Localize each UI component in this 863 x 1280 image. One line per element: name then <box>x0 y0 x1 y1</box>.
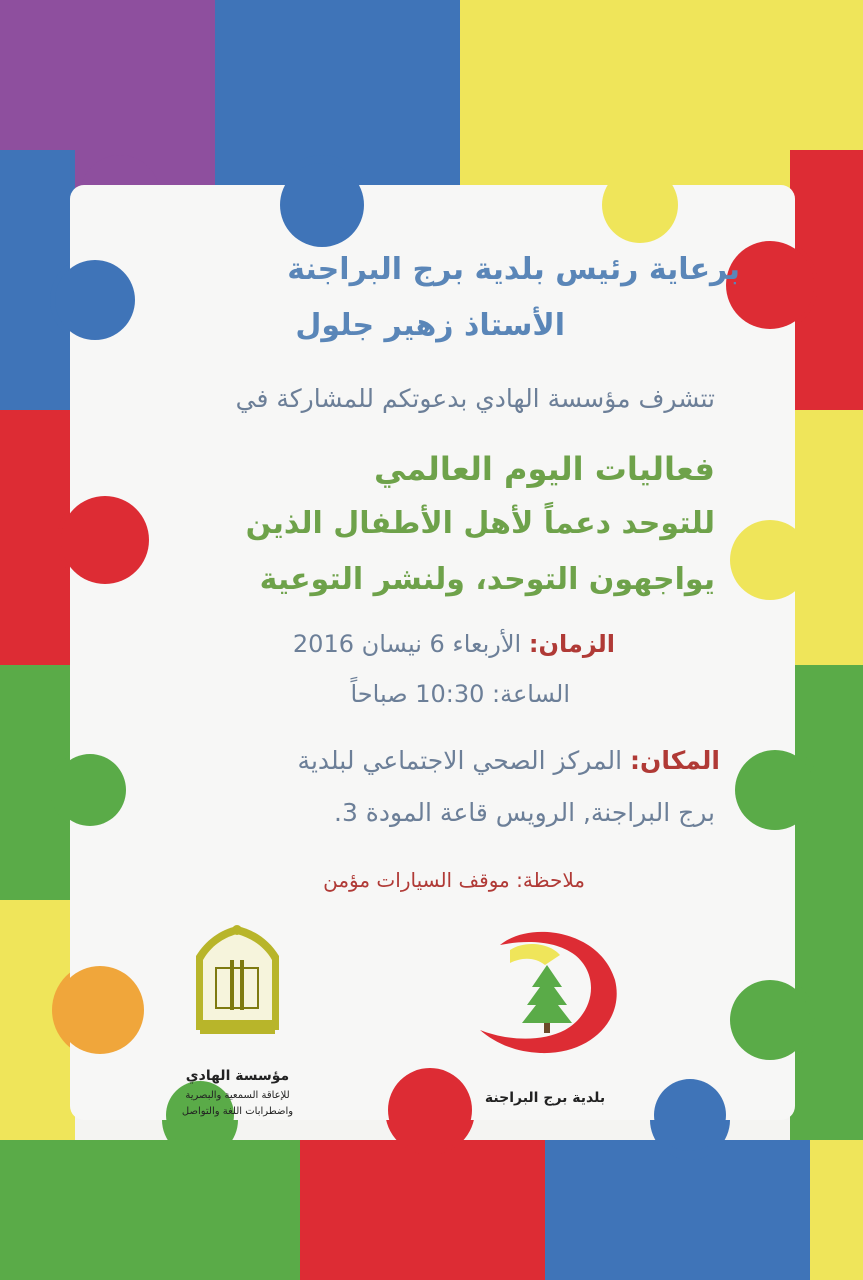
patronage-line-1: برعاية رئيس بلدية برج البراجنة <box>287 252 740 287</box>
time-label: الزمان: <box>528 630 615 658</box>
place-label: المكان: <box>630 746 720 775</box>
place-row <box>70 746 720 775</box>
municipality-name: بلدية برج البراجنة <box>484 1090 606 1106</box>
invitation-card <box>70 180 795 1110</box>
time-date: الأربعاء 6 نيسان 2016 <box>292 630 522 658</box>
hour-value: 10:30 صباحاً <box>350 680 485 708</box>
hadi-name: مؤسسة الهادي <box>185 1068 290 1084</box>
municipality-logo <box>470 925 625 1065</box>
hour-row <box>70 680 570 708</box>
event-line-1: فعاليات اليوم العالمي <box>373 450 715 488</box>
place-line-1: المركز الصحي الاجتماعي لبلدية <box>297 746 623 775</box>
note-text: ملاحظة: موقف السيارات مؤمن <box>323 868 585 892</box>
hadi-subtitle-1: للإعاقة السمعية والبصرية <box>185 1090 290 1101</box>
invitation-text: تتشرف مؤسسة الهادي بدعوتكم للمشاركة في <box>235 384 715 413</box>
hadi-subtitle-2: واضطرابات اللغة والتواصل <box>181 1106 294 1117</box>
time-row <box>70 630 615 658</box>
place-line-2: برج البراجنة, الرويس قاعة المودة 3. <box>334 798 715 827</box>
hour-label: الساعة: <box>492 680 570 708</box>
event-line-3: يواجهون التوحد، ولنشر التوعية <box>259 562 715 597</box>
hadi-foundation-logo <box>180 920 295 1045</box>
event-line-2: للتوحد دعماً لأهل الأطفال الذين <box>245 506 715 541</box>
patronage-line-2: الأستاذ زهير جلول <box>295 308 565 343</box>
